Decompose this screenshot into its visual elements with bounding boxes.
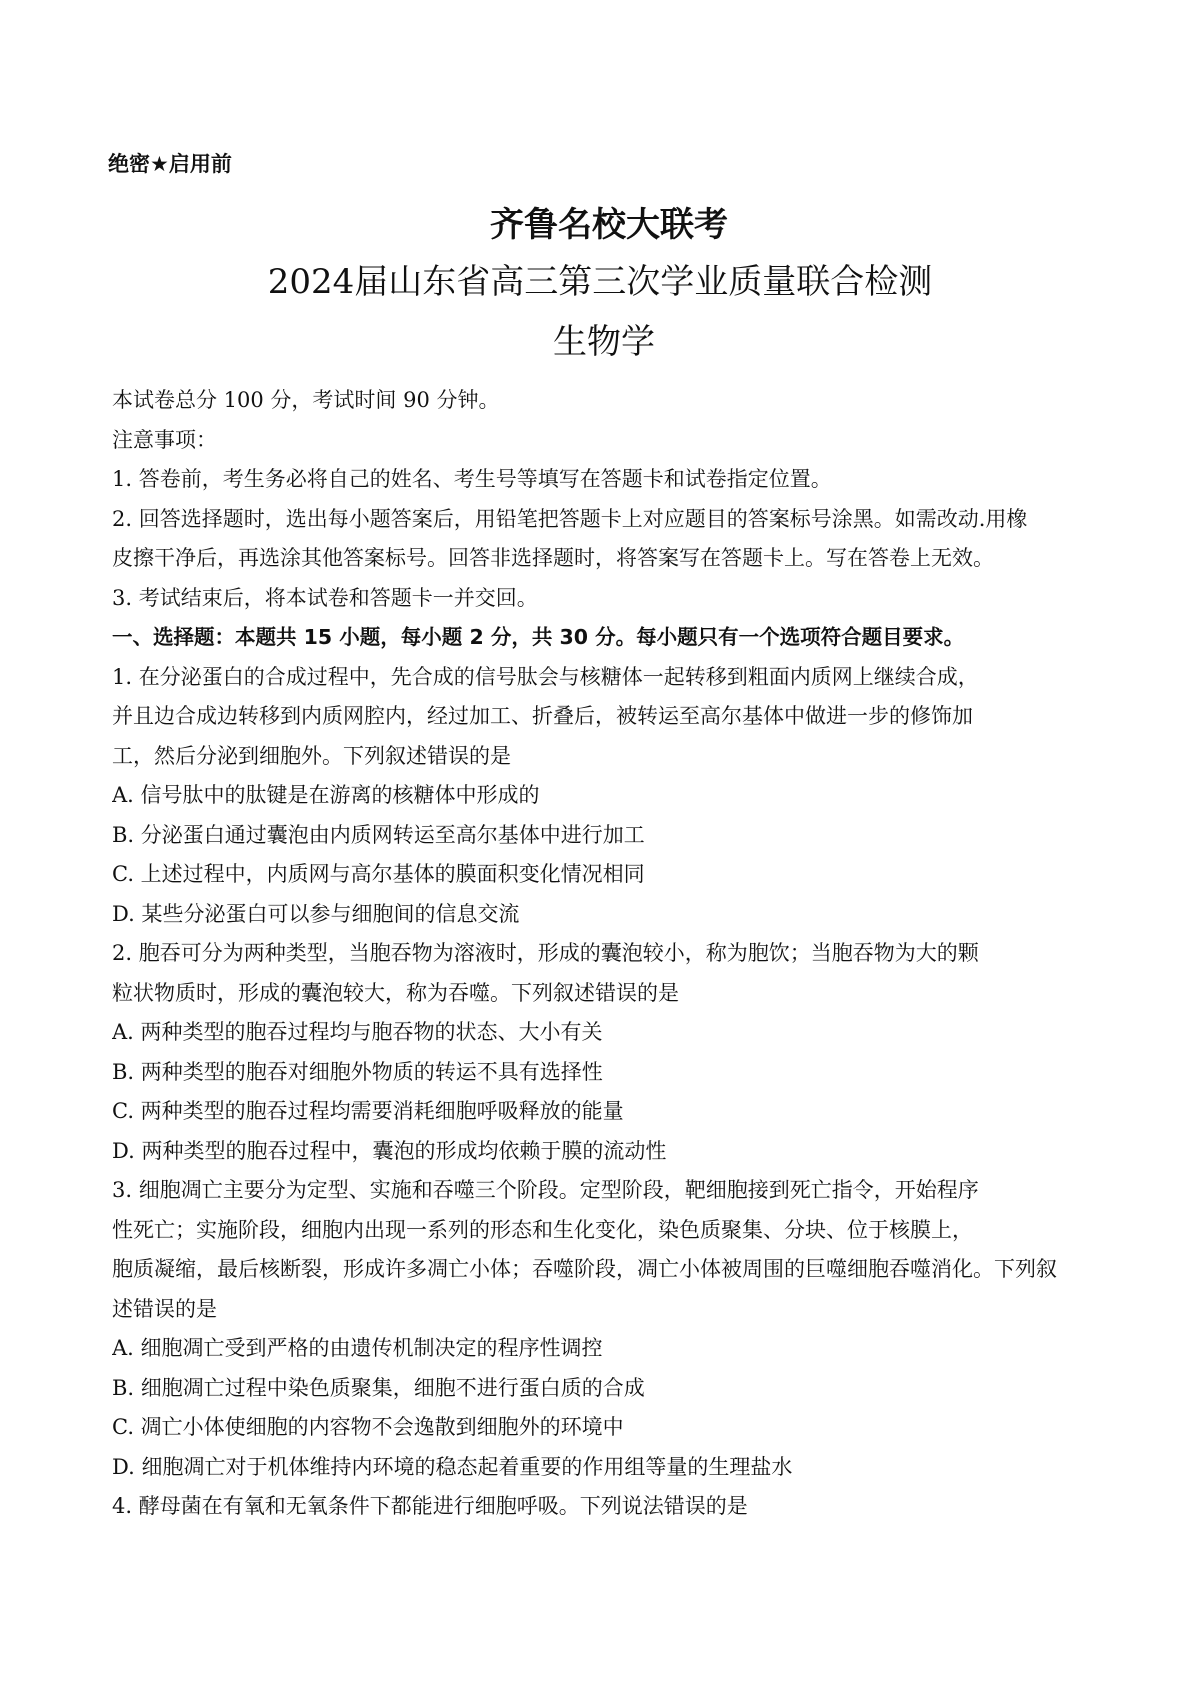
notes-heading: 注意事项：	[112, 427, 217, 452]
exam-body	[112, 381, 1117, 1527]
question-1-stem-line-1: 1. 在分泌蛋白的合成过程中，先合成的信号肽会与核糖体一起转移到粗面内质网上继续合成，	[112, 664, 979, 689]
question-3-option-b: B. 细胞凋亡过程中染色质聚集，细胞不进行蛋白质的合成	[112, 1375, 645, 1400]
question-1-option-b: B. 分泌蛋白通过囊泡由内质网转运至高尔基体中进行加工	[112, 822, 645, 847]
question-3-stem-line-2: 性死亡；实施阶段，细胞内出现一系列的形态和生化变化，染色质聚集、分块、位于核膜上，	[112, 1217, 973, 1242]
note-2-line-1: 2. 回答选择题时，选出每小题答案后，用铅笔把答题卡上对应题目的答案标号涂黑。如需改动.用橡	[112, 506, 1028, 531]
section-1-heading: 一、选择题：本题共 15 小题，每小题 2 分，共 30 分。每小题只有一个选项符合题目要求。	[112, 625, 965, 649]
question-2-option-c: C. 两种类型的胞吞过程均需要消耗细胞呼吸释放的能量	[112, 1099, 624, 1123]
question-3-stem-line-1: 3. 细胞凋亡主要分为定型、实施和吞噬三个阶段。定型阶段，靶细胞接到死亡指令，开始程序	[112, 1178, 979, 1202]
question-1-option-d: D. 某些分泌蛋白可以参与细胞间的信息交流	[112, 901, 520, 926]
question-1-stem-line-2: 并且边合成边转移到内质网腔内，经过加工、折叠后，被转运至高尔基体中做进一步的修饰加	[112, 704, 973, 728]
question-2-stem-line-2: 粒状物质时，形成的囊泡较大，称为吞噬。下列叙述错误的是	[112, 980, 679, 1005]
score-time-info: 本试卷总分 100 分，考试时间 90 分钟。	[112, 388, 500, 412]
exam-title: 2024届山东省高三第三次学业质量联合检测	[267, 262, 933, 302]
question-3-stem-line-4: 述错误的是	[112, 1296, 217, 1321]
question-3-option-d: D. 细胞凋亡对于机体维持内环境的稳态起着重要的作用组等量的生理盐水	[112, 1454, 793, 1479]
question-1-option-a: A. 信号肽中的肽键是在游离的核糖体中形成的	[112, 783, 540, 807]
question-3-stem-line-3: 胞质凝缩，最后核断裂，形成许多凋亡小体；吞噬阶段，凋亡小体被周围的巨噬细胞吞噬消化。下列叙	[112, 1257, 1057, 1281]
question-4-stem-line-1: 4. 酵母菌在有氧和无氧条件下都能进行细胞呼吸。下列说法错误的是	[112, 1494, 748, 1518]
question-2-option-a: A. 两种类型的胞吞过程均与胞吞物的状态、大小有关	[112, 1020, 603, 1044]
note-2-line-2: 皮擦干净后，再选涂其他答案标号。回答非选择题时，将答案写在答题卡上。写在答卷上无效。	[112, 546, 994, 570]
subject-title: 生物学	[553, 322, 655, 362]
question-2-stem-line-1: 2. 胞吞可分为两种类型，当胞吞物为溶液时，形成的囊泡较小，称为胞饮；当胞吞物为大的颗	[112, 941, 979, 965]
secret-mark: 绝密★启用前	[108, 152, 232, 176]
exam-series-title: 齐鲁名校大联考	[490, 205, 728, 245]
question-1-option-c: C. 上述过程中，内质网与高尔基体的膜面积变化情况相同	[112, 862, 645, 886]
question-3-option-a: A. 细胞凋亡受到严格的由遗传机制决定的程序性调控	[112, 1336, 603, 1360]
question-2-option-b: B. 两种类型的胞吞对细胞外物质的转运不具有选择性	[112, 1059, 603, 1084]
question-3-option-c: C. 凋亡小体使细胞的内容物不会逸散到细胞外的环境中	[112, 1415, 624, 1439]
question-2-option-d: D. 两种类型的胞吞过程中，囊泡的形成均依赖于膜的流动性	[112, 1138, 667, 1163]
question-1-stem-line-3: 工，然后分泌到细胞外。下列叙述错误的是	[112, 743, 511, 768]
note-1: 1. 答卷前，考生务必将自己的姓名、考生号等填写在答题卡和试卷指定位置。	[112, 467, 832, 491]
note-3: 3. 考试结束后，将本试卷和答题卡一并交回。	[112, 585, 538, 610]
